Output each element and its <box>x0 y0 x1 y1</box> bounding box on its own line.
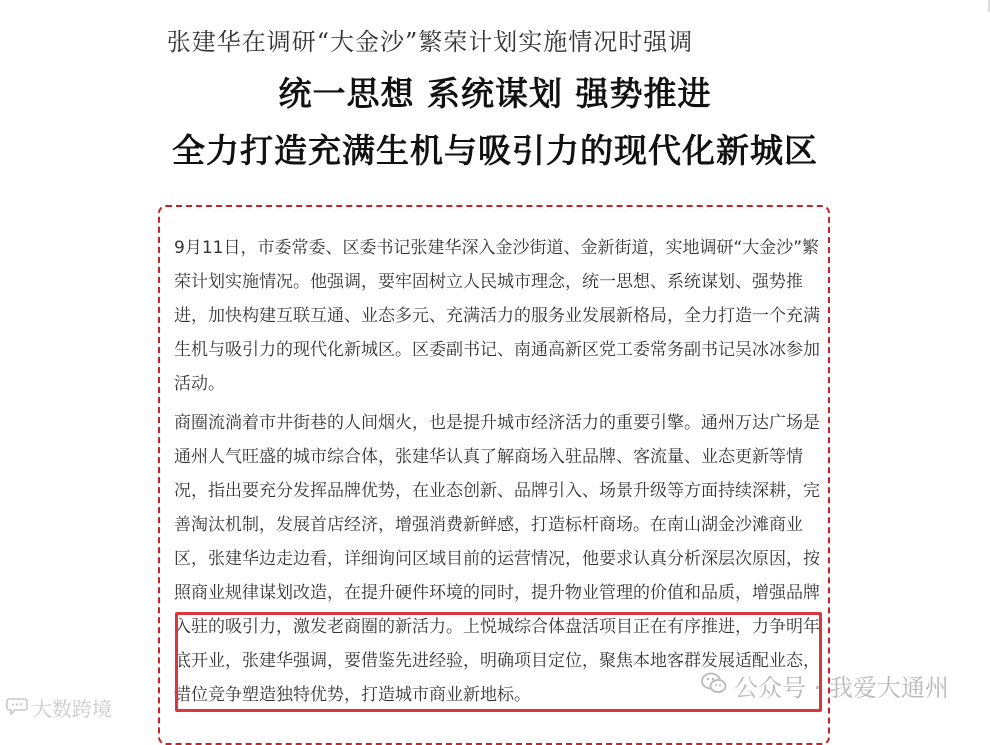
watermark-left-text: 大数跨境 <box>32 697 112 721</box>
watermark-right-text: 公众号 · 我爱大通州 <box>734 674 949 702</box>
headline-line-1: 统一思想 系统谋划 强势推进 <box>278 74 712 113</box>
watermark-right <box>700 668 949 703</box>
chat-bubble-icon <box>6 696 28 720</box>
article-paragraph-2: 商圈流淌着市井街巷的人间烟火，也是提升城市经济活力的重要引擎。通州万达广场是通州人气旺盛的城市综合体，张建华认真了解商场入驻品牌、客流量、业态更新等情况，指出要充分发挥品牌优势，在业态创新、品牌引入、场景升级等方面持续深耕，完善淘汰机制，发展首店经济，增强消费新鲜感，打造标杆商场。在南山湖金沙滩商业区，张建华边走边看，详细询问区域目前的运营情况，他要求认真分析深层次原因，按照商业规律谋划改造，在提升硬件环境的同时，提升物业管理的价值和品质，增强品牌入驻的吸引力，激发老商圈的新活力。上悦城综合体盘活项目正在有序推进，力争明年底开业，张建华强调，要借鉴先进经验，明确项目定位，聚焦本地客群发展适配业态，错位竞争塑造独特优势，打造城市商业新地标。 <box>174 413 820 705</box>
wechat-icon <box>700 671 728 701</box>
headline-line-2: 全力打造充满生机与吸引力的现代化新城区 <box>172 131 818 170</box>
watermark-left <box>6 693 112 722</box>
article-subtitle: 张建华在调研“大金沙”繁荣计划实施情况时强调 <box>166 28 694 56</box>
article-paragraph-1: 9月11日，市委常委、区委书记张建华深入金沙街道、金新街道，实地调研“大金沙”繁荣计划实施情况。他强调，要牢固树立人民城市理念，统一思想、系统谋划、强势推进，加快构建互联互通、业态多元、充满活力的服务业发展新格局，全力打造一个充满生机与吸引力的现代化新城区。区委副书记、南通高新区党工委常务副书记吴冰冰参加活动。 <box>174 238 820 394</box>
